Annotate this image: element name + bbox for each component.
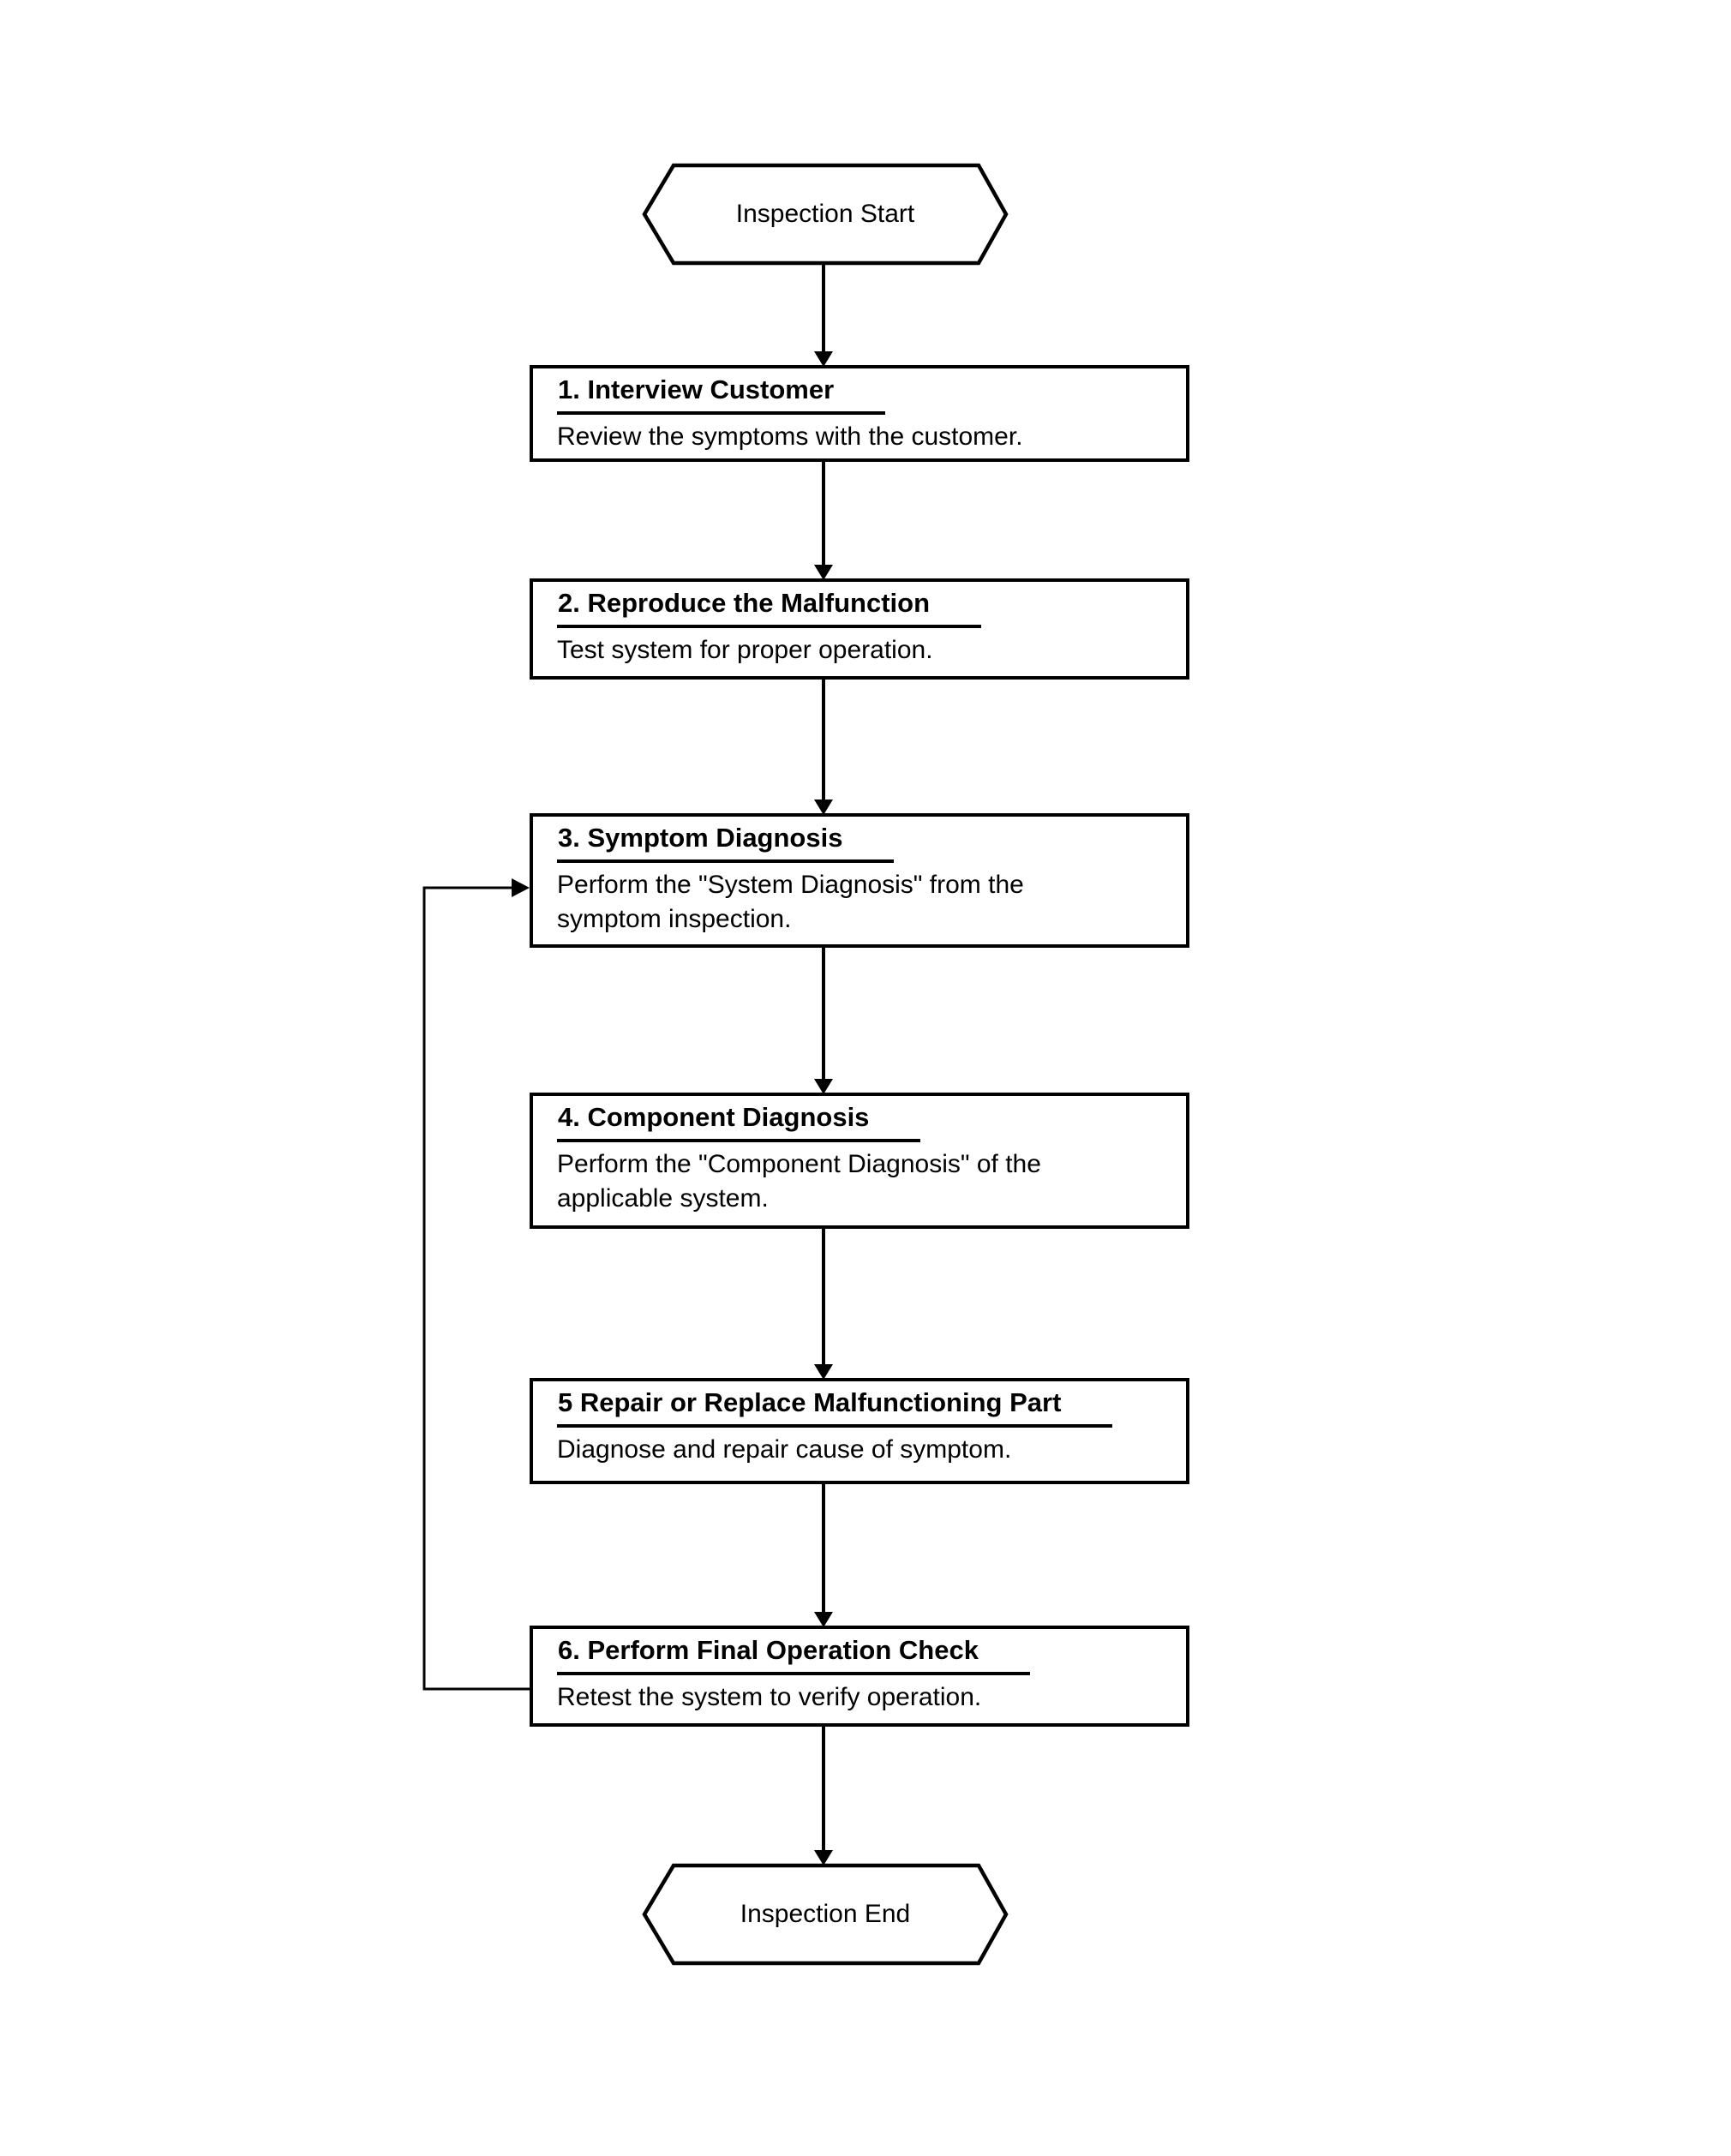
step-box-component-diagnosis (530, 1093, 1189, 1229)
step-box-final-operation-check (530, 1626, 1189, 1727)
start-terminator-label: Inspection Start (735, 200, 915, 228)
step-body: Retest the system to verify operation. (557, 1683, 982, 1711)
step-title: 3. Symptom Diagnosis (557, 823, 894, 863)
step-title: 2. Reproduce the Malfunction (557, 588, 981, 628)
step-body: Review the symptoms with the customer. (557, 422, 1023, 451)
step-box-repair-replace-part (530, 1378, 1189, 1484)
step-title: 6. Perform Final Operation Check (557, 1635, 1030, 1675)
step-title: 4. Component Diagnosis (557, 1102, 920, 1142)
step-body: Test system for proper operation. (557, 636, 933, 664)
step-body: Perform the "System Diagnosis" from the symptom inspection. (557, 871, 1024, 933)
step-box-interview-customer (530, 365, 1189, 462)
step-title: 5 Repair or Replace Malfunctioning Part (557, 1387, 1112, 1428)
step-box-reproduce-malfunction (530, 578, 1189, 680)
feedback-loop-line (424, 888, 530, 1689)
step-body: Perform the "Component Diagnosis" of the applicable system. (557, 1150, 1041, 1213)
step-body: Diagnose and repair cause of symptom. (557, 1435, 1012, 1464)
step-box-symptom-diagnosis (530, 813, 1189, 948)
step-title: 1. Interview Customer (557, 374, 885, 415)
arrowhead-down-icon (814, 1850, 833, 1866)
arrowhead-right-icon (512, 878, 530, 897)
end-terminator-label: Inspection End (740, 1900, 911, 1928)
